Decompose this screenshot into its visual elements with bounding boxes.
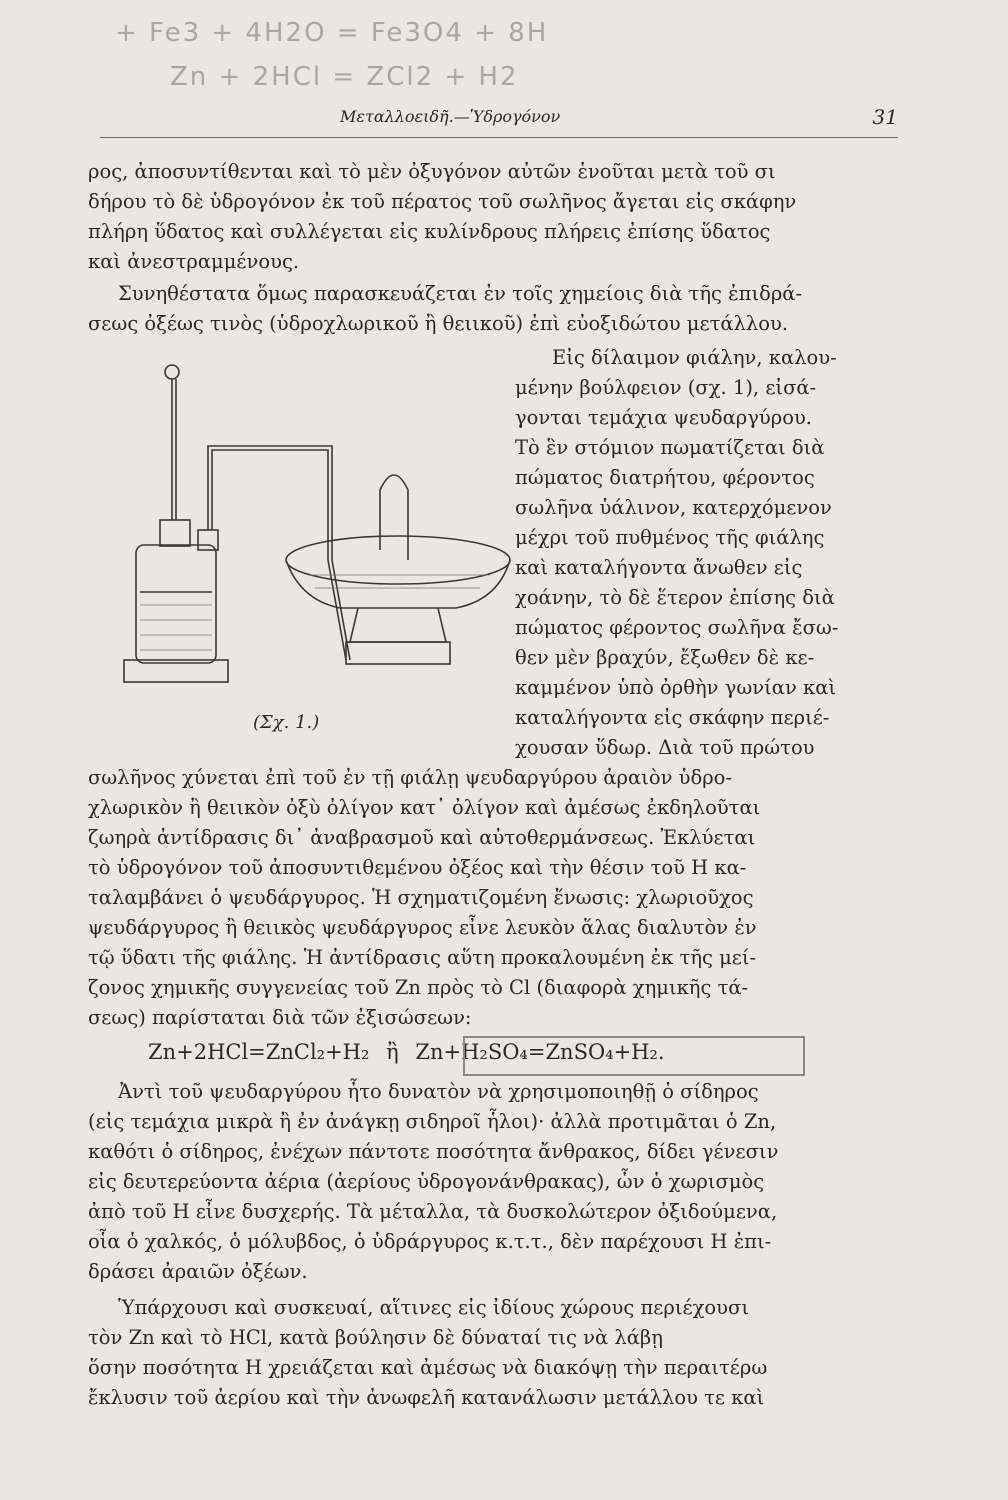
text-line: ρος, ἀποσυντίθενται καὶ τὸ μὲν ὀξυγόνον αὐτῶν ἑνοῦται μετὰ τοῦ σι bbox=[88, 160, 776, 183]
text-line: σωλῆνος χύνεται ἐπὶ τοῦ ἐν τῇ φιάλῃ ψευδαργύρου ἀραιὸν ὑδρο- bbox=[88, 766, 733, 789]
text-line: ἀπὸ τοῦ Η εἶνε δυσχερής. Τὰ μέταλλα, τὰ δυσκολώτερον ὀξιδούμενα, bbox=[88, 1200, 778, 1223]
text-line: δήρου τὸ δὲ ὑδρογόνον ἐκ τοῦ πέρατος τοῦ σωλῆνος ἄγεται εἰς σκάφην bbox=[88, 190, 797, 213]
text-line: ταλαμβάνει ὁ ψευδάργυρος. Ἡ σχηματιζομένη ἕνωσις: χλωριοῦχος bbox=[88, 886, 754, 909]
text-line: (εἰς τεμάχια μικρὰ ἢ ἐν ἀνάγκῃ σιδηροῖ ἧλοι)· ἀλλὰ προτιμᾶται ὁ Zn, bbox=[88, 1110, 777, 1133]
figure-caption: (Σχ. 1.) bbox=[253, 712, 320, 733]
text-line: πώματος φέροντος σωλῆνα ἔσω- bbox=[515, 616, 839, 639]
text-line: πώματος διατρήτου, φέροντος bbox=[515, 466, 815, 489]
text-line: ψευδάργυρος ἢ θειικὸς ψευδάργυρος εἶνε λευκὸν ἅλας διαλυτὸν ἐν bbox=[88, 916, 757, 939]
handwritten-note-2: Zn + 2HCl = ZCl2 + H2 bbox=[170, 62, 519, 92]
funnel-top bbox=[165, 365, 179, 379]
equation-hcl: Zn+2HCl=ZnCl₂+H₂ bbox=[148, 1040, 370, 1064]
handwritten-note-1: + Fe3 + 4H2O = Fe3O4 + 8H bbox=[115, 18, 549, 48]
text-line: ζονος χημικῆς συγγενείας τοῦ Zn πρὸς τὸ Cl (διαφορὰ χημικῆς τά- bbox=[88, 976, 749, 999]
text-line: εἰς δευτερεύοντα ἀέρια (ἀερίους ὑδρογονάνθρακας), ὧν ὁ χωρισμὸς bbox=[88, 1170, 765, 1193]
text-line: οἷα ὁ χαλκός, ὁ μόλυβδος, ὁ ὑδράργυρος κ.τ.τ., δὲν παρέχουσι Η ἐπι- bbox=[88, 1230, 772, 1253]
text-line: τὸ ὑδρογόνον τοῦ ἀποσυντιθεμένου ὀξέος καὶ τὴν θέσιν τοῦ Η κα- bbox=[88, 856, 747, 879]
text-line: ἔκλυσιν τοῦ ἀερίου καὶ τὴν ἀνωφελῆ κατανάλωσιν μετάλλου τε καὶ bbox=[88, 1386, 765, 1409]
text-line: Συνηθέστατα ὅμως παρασκευάζεται ἐν τοῖς χημείοις διὰ τῆς ἐπιδρά- bbox=[118, 282, 803, 305]
pneumatic-trough bbox=[286, 536, 510, 584]
bottle-neck-2 bbox=[198, 530, 218, 550]
pencil-box-annotation bbox=[463, 1036, 805, 1076]
text-line: καμμένον ὑπὸ ὀρθὴν γωνίαν καὶ bbox=[515, 676, 837, 699]
text-line: καταλήγοντα εἰς σκάφην περιέ- bbox=[515, 706, 830, 729]
apparatus-illustration bbox=[100, 360, 520, 730]
text-line: μέχρι τοῦ πυθμένος τῆς φιάλης bbox=[515, 526, 825, 549]
text-line: τὸν Zn καὶ τὸ HCl, κατὰ βούλησιν δὲ δύναταί τις νὰ λάβῃ bbox=[88, 1326, 663, 1349]
text-line: χοάνην, τὸ δὲ ἕτερον ἐπίσης διὰ bbox=[515, 586, 835, 609]
text-line: ὅσην ποσότητα Η χρειάζεται καὶ ἀμέσως νὰ διακόψῃ τὴν περαιτέρω bbox=[88, 1356, 768, 1379]
text-line: σεως ὀξέως τινὸς (ὑδροχλωρικοῦ ἢ θειικοῦ) ἐπὶ εὐοξιδώτου μετάλλου. bbox=[88, 312, 789, 335]
text-line: Τὸ ἓν στόμιον πωματίζεται διὰ bbox=[515, 436, 825, 459]
woulfe-bottle bbox=[136, 545, 216, 663]
text-line: καὶ ἀνεστραμμένους. bbox=[88, 250, 300, 273]
text-line: σωλῆνα ὑάλινον, κατερχόμενον bbox=[515, 496, 832, 519]
equation-or: ἢ bbox=[386, 1040, 399, 1064]
running-head: Μεταλλοειδῆ.—Ὑδρογόνον bbox=[340, 107, 561, 126]
text-line: γονται τεμάχια ψευδαργύρου. bbox=[515, 406, 812, 429]
text-line: δράσει ἀραιῶν ὀξέων. bbox=[88, 1260, 308, 1283]
bottle-neck-1 bbox=[160, 520, 190, 546]
text-line: μένην βούλφειον (σχ. 1), εἰσά- bbox=[515, 376, 817, 399]
page-header bbox=[100, 103, 898, 138]
text-line: χουσαν ὕδωρ. Διὰ τοῦ πρώτου bbox=[515, 736, 815, 759]
text-line: καθότι ὁ σίδηρος, ἐνέχων πάντοτε ποσότητα ἄνθρακος, δίδει γένεσιν bbox=[88, 1140, 779, 1163]
equation-h2so4: Zn+H₂SO₄=ZnSO₄+H₂. bbox=[415, 1040, 665, 1064]
text-line: τῷ ὕδατι τῆς φιάλης. Ἡ ἀντίδρασις αὕτη προκαλουμένη ἐκ τῆς μεί- bbox=[88, 946, 757, 969]
text-line: Ἀντὶ τοῦ ψευδαργύρου ἦτο δυνατὸν νὰ χρησιμοποιηθῇ ὁ σίδηρος bbox=[118, 1080, 759, 1103]
page-number: 31 bbox=[872, 105, 898, 129]
text-line: ζωηρὰ ἀντίδρασις δι᾽ ἀναβρασμοῦ καὶ αὐτοθερμάνσεως. Ἐκλύεται bbox=[88, 826, 756, 849]
collecting-cylinder bbox=[380, 475, 408, 560]
text-line: Ὑπάρχουσι καὶ συσκευαί, αἵτινες εἰς ἰδίους χώρους περιέχουσι bbox=[118, 1296, 749, 1319]
text-line: Εἰς δίλαιμον φιάλην, καλου- bbox=[552, 346, 837, 369]
text-line: θεν μὲν βραχύν, ἔξωθεν δὲ κε- bbox=[515, 646, 815, 669]
text-line: χλωρικὸν ἢ θειικὸν ὀξὺ ὀλίγον κατ᾽ ὀλίγον καὶ ἀμέσως ἐκδηλοῦται bbox=[88, 796, 761, 819]
text-line: πλήρη ὕδατος καὶ συλλέγεται εἰς κυλίνδρους πλήρεις ἐπίσης ὕδατος bbox=[88, 220, 771, 243]
text-line: σεως) παρίσταται διὰ τῶν ἐξισώσεων: bbox=[88, 1006, 472, 1029]
text-line: καὶ καταλήγοντα ἄνωθεν εἰς bbox=[515, 556, 803, 579]
